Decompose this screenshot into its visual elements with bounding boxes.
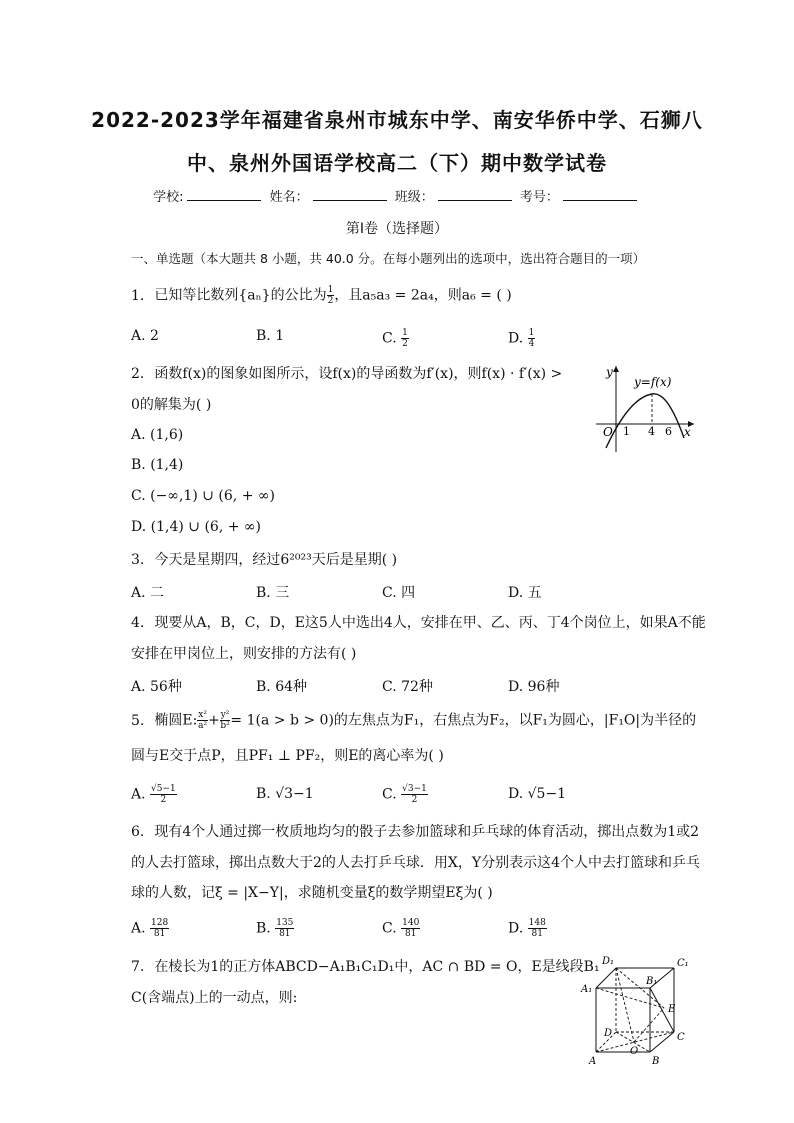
q5-option-b[interactable]: B. √3−1: [256, 786, 314, 802]
q6-option-b[interactable]: B. $\frac{135}{81}$: [256, 918, 294, 939]
student-info-row: [0, 186, 794, 205]
q4-option-c[interactable]: C. 72种: [382, 679, 433, 695]
q4-option-d[interactable]: D. 96种: [508, 679, 560, 695]
q6-option-c[interactable]: C. $\frac{140}{81}$: [382, 918, 420, 939]
label-a1: A₁: [581, 984, 593, 995]
q3-option-d[interactable]: D. 五: [508, 585, 542, 601]
y-axis-label: y: [606, 365, 613, 379]
q5-option-c[interactable]: C. $\frac{√3-1}{2}$: [382, 784, 427, 805]
question-2-line2: 0的解集为( ): [131, 397, 212, 413]
question-6-line2: 的人去打篮球，掷出点数大于2的人去打乒乓球．用X，Y分别表示这4个人中去打篮球和乒乓: [131, 855, 701, 871]
label-d1: D₁: [602, 956, 615, 967]
exam-no-blank[interactable]: [563, 188, 637, 201]
origin-label: O: [603, 425, 613, 439]
question-7-line2: C(含端点)上的一动点，则:: [131, 990, 298, 1006]
q3-option-b[interactable]: B. 三: [256, 585, 290, 601]
class-label: 班级：: [394, 190, 434, 205]
q4-option-b[interactable]: B. 64种: [256, 679, 308, 695]
q5-option-d[interactable]: D. √5−1: [508, 786, 567, 802]
question-4-line1: 4. 现要从A，B，C，D，E这5人中选出4人，安排在甲、乙、丙、丁4个岗位上，如果A不能: [131, 615, 706, 631]
q1-option-d[interactable]: D. $\frac{1}{4}$: [508, 328, 535, 349]
label-a: A: [589, 1056, 597, 1067]
q3-option-a[interactable]: A. 二: [131, 585, 165, 601]
tick-label-6: 6: [665, 425, 672, 438]
q6-option-a[interactable]: A. $\frac{128}{81}$: [131, 918, 169, 939]
exam-no-label: 考号：: [519, 190, 559, 205]
question-4-line2: 安排在甲岗位上，则安排的方法有( ): [131, 646, 357, 662]
q1-option-b[interactable]: B. 1: [256, 328, 285, 344]
label-c1: C₁: [677, 958, 689, 969]
question-5-line2: 圆与E交于点P，且PF₁ ⊥ PF₂，则E的离心率为( ): [131, 748, 444, 764]
curve-label: y=f(x): [634, 375, 672, 389]
label-b1: B₁: [646, 976, 658, 987]
q2-option-c[interactable]: C. (−∞,1) ∪ (6, + ∞): [131, 488, 275, 504]
question-6-line3: 球的人数，记ξ = |X−Y|，求随机变量ξ的数学期望Eξ为( ): [131, 885, 493, 901]
name-blank[interactable]: [313, 188, 387, 201]
name-label: 姓名：: [269, 190, 309, 205]
q1-option-c[interactable]: C. $\frac{1}{2}$: [382, 328, 408, 349]
exam-title-line2: 中、泉州外国语学校高二（下）期中数学试卷: [187, 151, 607, 175]
q4-option-a[interactable]: A. 56种: [131, 679, 182, 695]
question-2-line1: 2. 函数f(x)的图象如图所示，设f(x)的导函数为f′(x)，则f(x) · f′(x) >: [131, 366, 563, 382]
question-6-line1: 6. 现有4个人通过掷一枚质地均匀的骰子去参加篮球和乒乓球的体育活动，掷出点数为1或2: [131, 824, 700, 840]
q2-option-b[interactable]: B. (1,4): [131, 457, 184, 473]
question-3: 3. 今天是星期四，经过6²⁰²³天后是星期( ): [131, 552, 398, 568]
q5-option-a[interactable]: A. $\frac{√5-1}{2}$: [131, 784, 176, 805]
label-e: E: [668, 1004, 676, 1015]
x-axis-label: x: [684, 425, 691, 439]
school-label: 学校:: [153, 190, 184, 205]
section-title: 第Ⅰ卷（选择题）: [345, 221, 449, 237]
question-1: 1. 已知等比数列{aₙ}的公比为 $\frac{1}{2}$ ，且a₅a₃ = 2a₄，则a₆ = ( ): [131, 285, 512, 306]
label-o: O: [630, 1046, 639, 1057]
q6-option-d[interactable]: D. $\frac{148}{81}$: [508, 918, 546, 939]
q2-option-a[interactable]: A. (1,6): [131, 427, 184, 443]
q2-option-d[interactable]: D. (1,4) ∪ (6, + ∞): [131, 519, 262, 535]
fraction: $\frac{1}{2}$: [327, 285, 334, 306]
label-d: D: [604, 1028, 613, 1039]
label-b: B: [652, 1056, 660, 1067]
tick-label-1: 1: [623, 425, 630, 438]
class-blank[interactable]: [438, 188, 512, 201]
label-c: C: [677, 1032, 685, 1043]
function-curve: [606, 394, 684, 448]
tick-label-4: 4: [648, 425, 655, 438]
part-title: 一、单选题（本大题共 8 小题，共 40.0 分。在每小题列出的选项中，选出符合题目的一项）: [131, 251, 646, 266]
cube-diagram: [580, 952, 696, 1070]
school-blank[interactable]: [187, 188, 261, 201]
q3-option-c[interactable]: C. 四: [382, 585, 416, 601]
function-graph: [590, 362, 700, 454]
exam-title-line1: 2022-2023学年福建省泉州市城东中学、南安华侨中学、石狮八: [91, 108, 703, 132]
q1-option-a[interactable]: A. 2: [131, 328, 159, 344]
question-7-line1: 7. 在棱长为1的正方体ABCD−A₁B₁C₁D₁中，AC ∩ BD = O，E是线段B₁: [131, 959, 600, 975]
question-5-line1: 5. 椭圆E: $\frac{\text{x²}}{\text{a²}}$ + $\frac{\text{y²}}{\text{b²}}$ = 1(a > b > 0)的左焦点为F₁，右焦点为F₂，以F₁为圆心，|F₁O|为半径的: [131, 710, 697, 731]
